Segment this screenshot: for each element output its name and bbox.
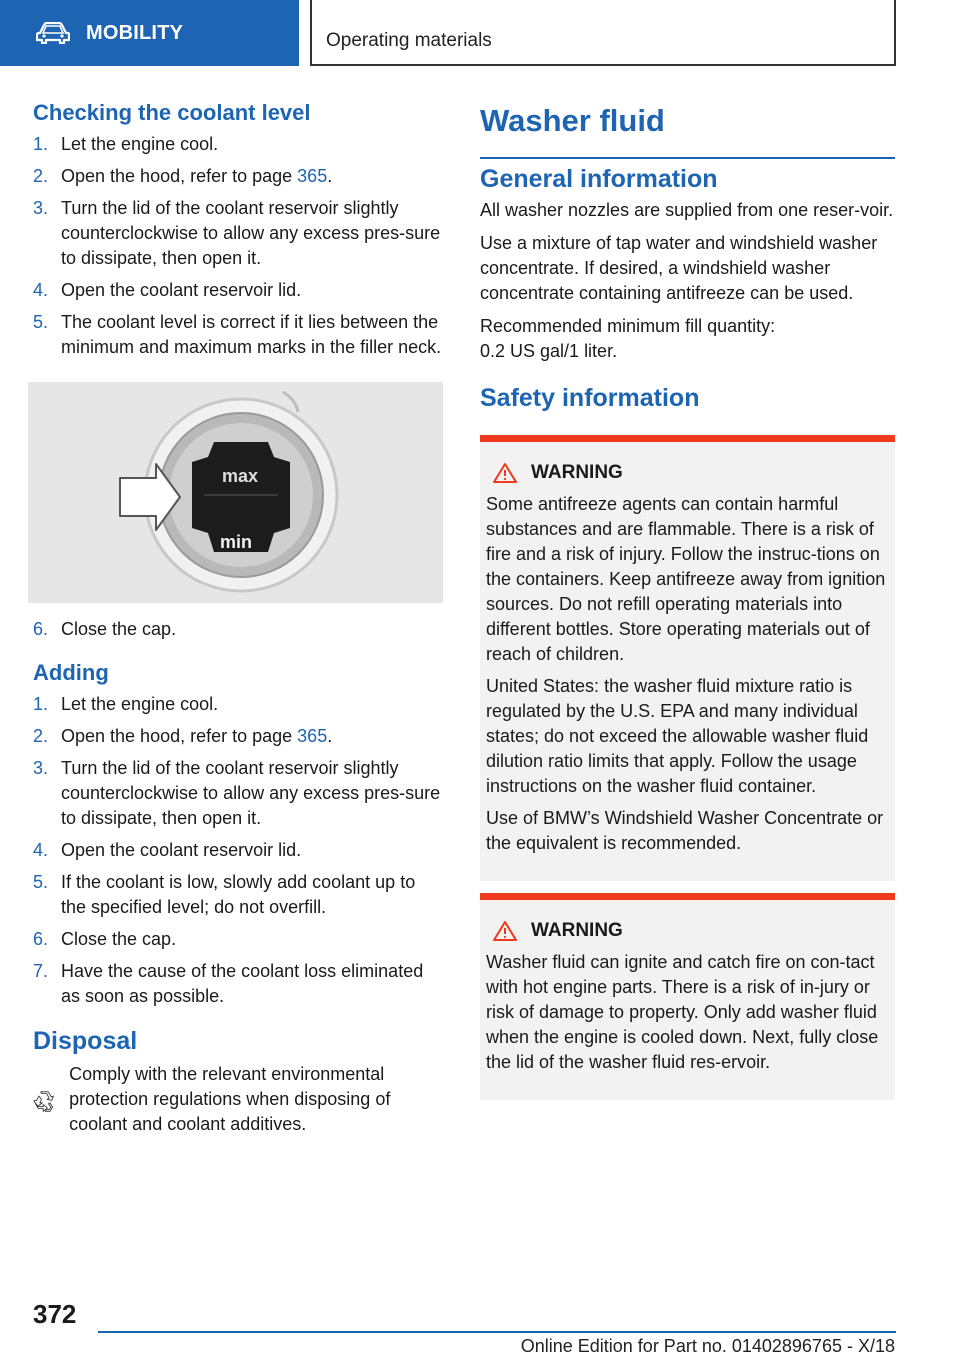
step-text: Let the engine cool. <box>61 694 219 714</box>
section-title: Operating materials <box>326 30 492 51</box>
max-mark: max <box>221 466 259 486</box>
edition-text: Online Edition for Part no. 01402896765 - X/18 <box>520 1336 895 1356</box>
step-text: Turn the lid of the coolant reservoir slightly counterclockwise to allow any excess pres‐sure to dissipate, then open it. <box>61 758 441 828</box>
list-item <box>33 692 445 717</box>
step-text: Open the hood, refer to page <box>61 726 298 746</box>
step-text: Open the hood, refer to page <box>61 166 298 186</box>
disposal-heading: Disposal <box>33 1027 138 1055</box>
recycle-icon <box>33 1076 55 1128</box>
step-number: 3. <box>33 758 49 778</box>
list-item <box>33 838 445 863</box>
step-number: 1. <box>33 134 49 154</box>
warning-box <box>480 893 895 1100</box>
step-number: 2. <box>33 726 49 746</box>
page-link[interactable]: 365 <box>297 166 328 186</box>
footer-rule <box>98 1331 896 1333</box>
page-number: 372 <box>33 1299 77 1329</box>
section-title-box <box>310 0 896 66</box>
step-number: 5. <box>33 312 49 332</box>
page-header <box>0 0 960 66</box>
chapter-label: MOBILITY <box>86 21 184 44</box>
list-item <box>33 927 445 952</box>
disposal-text: Comply with the relevant environmental protection regulations when disposing of coolant and coolant additives. <box>69 1064 391 1134</box>
disposal-note <box>33 1062 445 1137</box>
step-number: 4. <box>33 280 49 300</box>
adding-steps <box>33 692 445 1009</box>
warning-text: Washer fluid can ignite and catch fire on con‐tact with hot engine parts. There is a risk of in‐jury or risk of damage to property. Only add washer fluid when the engine is cooled down. Next, fully close the lid of the washer fluid res‐ervoir. <box>486 952 879 1072</box>
step-number: 6. <box>33 929 49 949</box>
warning-triangle-icon <box>492 920 518 942</box>
general-para: Recommended minimum fill quantity: 0.2 US gal/1 liter. <box>480 316 776 361</box>
list-item <box>33 870 445 920</box>
list-item <box>33 617 445 642</box>
chapter-tab[interactable] <box>0 0 299 66</box>
list-item <box>33 278 445 303</box>
step-text-end: . <box>327 726 333 746</box>
step-text: Open the coolant reservoir lid. <box>61 280 302 300</box>
check-heading: Checking the coolant level <box>33 100 311 125</box>
left-column <box>33 100 445 1137</box>
right-column <box>480 100 895 1100</box>
adding-heading: Adding <box>33 660 109 685</box>
step-number: 5. <box>33 872 49 892</box>
car-icon <box>36 22 70 44</box>
check-steps <box>33 132 445 360</box>
step-number: 3. <box>33 198 49 218</box>
step-number: 4. <box>33 840 49 860</box>
step-text-end: . <box>327 166 333 186</box>
filler-neck-illustration <box>28 382 443 603</box>
step-text: Let the engine cool. <box>61 134 219 154</box>
warning-text: Some antifreeze agents can contain harmful substances and are flammable. There is a risk of fire and a risk of injury. Follow the instruc‐tions on the containers. Keep antifreeze away from ignition sources. Do not refill operating materials into different bottles. Store operating materials out of reach of children. <box>486 494 886 664</box>
heading-rule <box>480 157 895 159</box>
warning-title: WARNING <box>531 462 623 483</box>
list-item <box>33 310 445 360</box>
list-item <box>33 132 445 157</box>
step-number: 2. <box>33 166 49 186</box>
list-item <box>33 164 445 189</box>
check-steps-cont <box>33 617 445 642</box>
step-text: If the coolant is low, slowly add coolant up to the specified level; do not overfill. <box>61 872 416 917</box>
safety-heading: Safety information <box>480 384 700 412</box>
general-info-heading: General information <box>480 165 718 193</box>
step-number: 6. <box>33 619 49 639</box>
step-text: Close the cap. <box>61 619 177 639</box>
warning-title-row <box>486 462 889 484</box>
warning-triangle-icon <box>492 462 518 484</box>
step-number: 1. <box>33 694 49 714</box>
list-item <box>33 756 445 831</box>
warning-title: WARNING <box>531 920 623 941</box>
step-text: Have the cause of the coolant loss eliminated as soon as possible. <box>61 961 424 1006</box>
list-item <box>33 959 445 1009</box>
page-link[interactable]: 365 <box>297 726 328 746</box>
warning-title-row <box>486 920 889 942</box>
general-para: All washer nozzles are supplied from one reser‐voir. <box>480 200 894 220</box>
warning-text: United States: the washer fluid mixture ratio is regulated by the U.S. EPA and many individual states; do not exceed the allowable washer fluid dilution ratio limits that apply. Follow the usage instructions on the washer fluid container. <box>486 676 869 796</box>
step-number: 7. <box>33 961 49 981</box>
list-item <box>33 196 445 271</box>
list-item <box>33 724 445 749</box>
coolant-level-figure <box>28 382 443 603</box>
step-text: Open the coolant reservoir lid. <box>61 840 302 860</box>
min-mark: min <box>219 532 253 552</box>
step-text: The coolant level is correct if it lies between the minimum and maximum marks in the filler neck. <box>61 312 442 357</box>
warning-box <box>480 435 895 881</box>
step-text: Close the cap. <box>61 929 177 949</box>
general-para: Use a mixture of tap water and windshield washer concentrate. If desired, a windshield washer concentrate containing antifreeze can be used. <box>480 233 878 303</box>
step-text: Turn the lid of the coolant reservoir slightly counterclockwise to allow any excess pres‐sure to dissipate, then open it. <box>61 198 441 268</box>
warning-text: Use of BMW’s Windshield Washer Concentrate or the equivalent is recommended. <box>486 808 884 853</box>
washer-fluid-heading: Washer fluid <box>480 103 665 138</box>
